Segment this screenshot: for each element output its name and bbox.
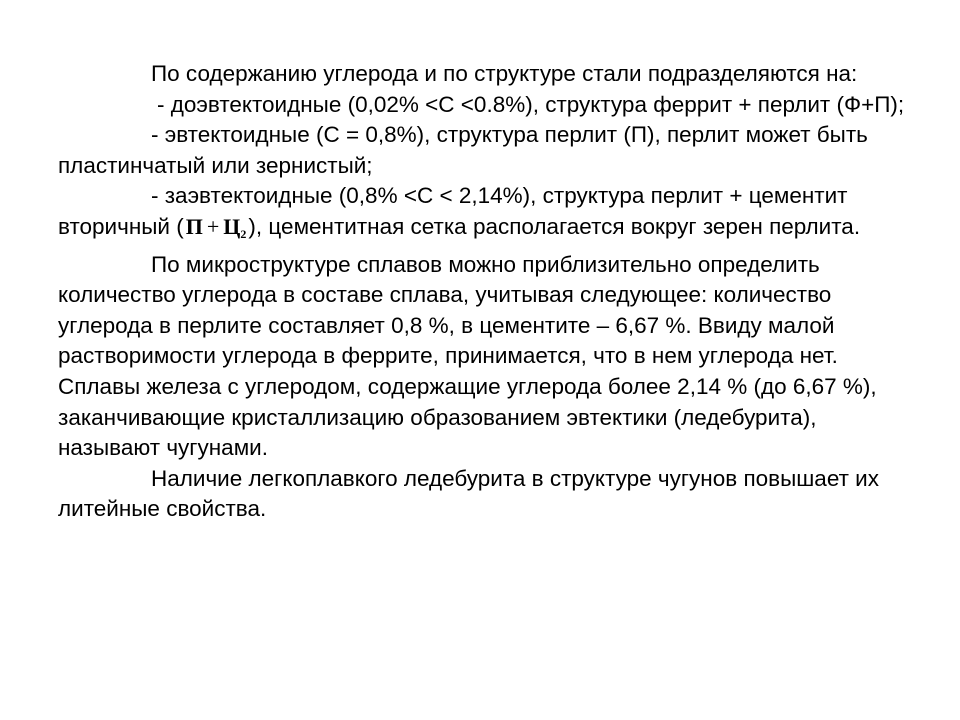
paragraph-text: По содержанию углерода и по структуре стали подразделяются на: (151, 61, 858, 86)
formula-subscript: 2 (240, 226, 247, 241)
paragraph-hypereutectoid (58, 181, 908, 249)
paragraph-text: По микроструктуре сплавов можно приблизительно определить количество углерода в составе сплава, учитывая следующее: количество углерода в перлите составляет 0,8 %, в цементите – 6,67 %. Ввиду малой растворимости углерода в феррите, принимается, что в нем углерода нет. (58, 251, 838, 369)
paragraph-text: - доэвтектоидные (0,02% <С <0.8%), структура феррит + перлит (Ф+П); (157, 91, 905, 117)
paragraph-text: - эвтектоидные (С = 0,8%), структура перлит (П), перлит может быть пластинчатый или зернистый; (58, 122, 868, 178)
paragraph-cast-iron (58, 372, 908, 464)
paragraph-eutectoid (58, 120, 908, 181)
formula-term-pearlite: П (185, 213, 203, 239)
paragraph-text: ), цементитная сетка располагается вокруг зерен перлита. (248, 213, 861, 239)
paragraph-microstructure (58, 250, 908, 372)
paragraph-hypoeutectoid (58, 90, 908, 121)
paragraph-text: Наличие легкоплавкого ледебурита в структуре чугунов повышает их литейные свойства. (58, 465, 879, 522)
paragraph-ledeburite (58, 464, 908, 525)
paragraph-steel-classification (58, 59, 908, 90)
formula-operator: + (206, 213, 220, 239)
paragraph-text: Сплавы железа с углеродом, содержащие углерода более 2,14 % (до 6,67 %), заканчивающие кристаллизацию образованием эвтектики (ледебурита), называют чугунами. (58, 373, 877, 461)
paragraph-text: - заэвтектоидные (0,8% <С < 2,14%), структура перлит + цементит вторичный ( (58, 183, 848, 239)
formula-pearlite-cementite (184, 212, 249, 250)
document-body (58, 59, 908, 525)
formula-term-cementite: Ц (223, 213, 241, 239)
